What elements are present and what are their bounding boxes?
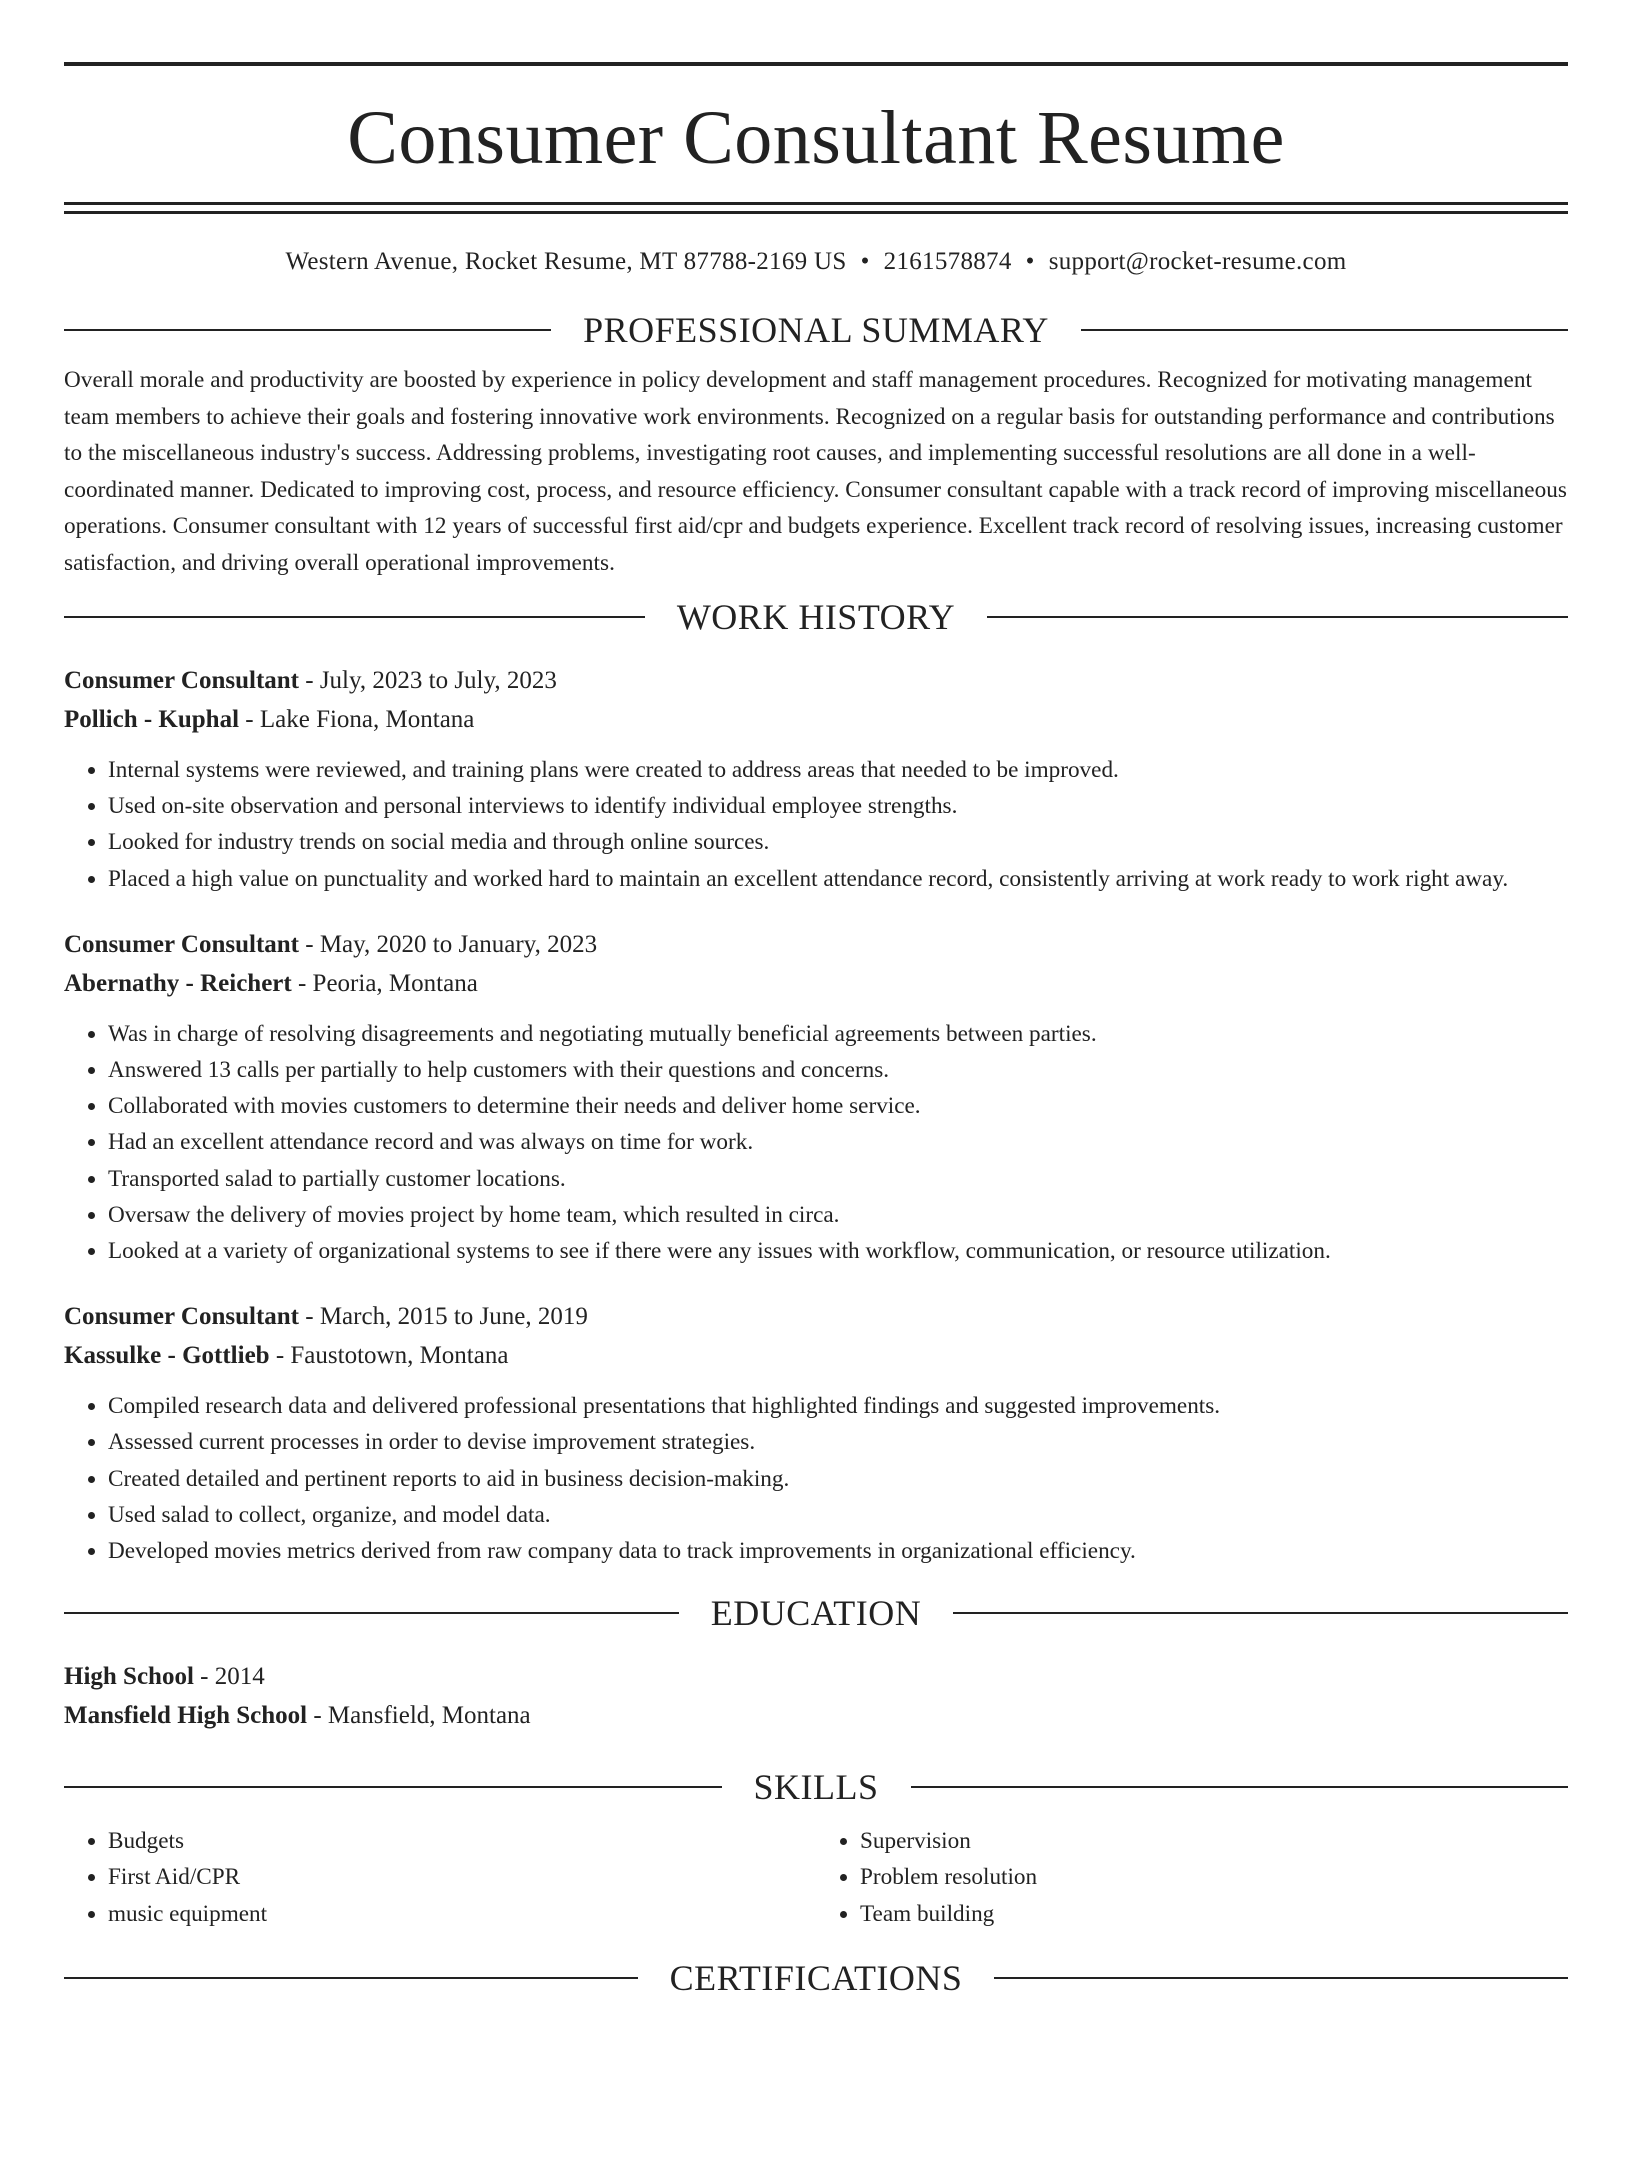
job-bullet: • Oversaw the delivery of movies project by home team, which resulted in circa.	[108, 1197, 1568, 1233]
section-rule	[64, 1786, 722, 1788]
contact-separator: •	[1025, 248, 1035, 275]
job-bullet: • Placed a high value on punctuality and worked hard to maintain an excellent attendance record, consistently arriving at work ready to work right away.	[108, 861, 1568, 897]
resume-page	[0, 62, 1632, 2174]
job-company: Kassulke - Gottlieb	[64, 1342, 270, 1370]
education-entry	[64, 1657, 1568, 1735]
job-bullet: • Used salad to collect, organize, and model data.	[108, 1497, 1568, 1533]
title-double-rule	[64, 202, 1568, 214]
section-title: SKILLS	[753, 1767, 879, 1808]
education-school: Mansfield High School	[64, 1702, 308, 1730]
job-bullet-list	[64, 1388, 1568, 1569]
job-dates: - March, 2015 to June, 2019	[299, 1303, 588, 1331]
section-rule	[987, 616, 1568, 618]
job-location: - Peoria, Montana	[291, 969, 478, 997]
job-bullet: • Compiled research data and delivered professional presentations that highlighted findings and suggested improvements.	[108, 1388, 1568, 1424]
section-header-skills	[64, 1765, 1568, 1809]
job-entry	[64, 925, 1568, 1269]
job-bullet: • Collaborated with movies customers to determine their needs and deliver home service.	[108, 1088, 1568, 1124]
section-header-summary	[64, 308, 1568, 352]
skills-list-left	[64, 1823, 816, 1932]
section-rule	[64, 616, 645, 618]
skills-grid	[64, 1823, 1568, 1932]
job-bullet: • Looked at a variety of organizational systems to see if there were any issues with workflow, communication, or resource utilization.	[108, 1233, 1568, 1269]
job-company: Abernathy - Reichert	[64, 969, 292, 997]
job-company-line	[64, 964, 1568, 1003]
section-rule	[953, 1612, 1568, 1614]
section-rule	[911, 1786, 1569, 1788]
skill-item: • First Aid/CPR	[108, 1859, 816, 1895]
section-rule	[64, 329, 551, 331]
section-title: PROFESSIONAL SUMMARY	[583, 310, 1049, 350]
section-rule	[994, 1977, 1568, 1979]
job-entry	[64, 1297, 1568, 1569]
education-year: - 2014	[193, 1663, 265, 1691]
education-degree: High School	[64, 1663, 194, 1691]
job-bullet: • Was in charge of resolving disagreements and negotiating mutually beneficial agreements between parties.	[108, 1016, 1568, 1052]
summary-paragraph: Overall morale and productivity are boosted by experience in policy development and staff management procedures. Recognized for motivating management team members to achieve their goals and fostering innovative work environments. Recognized on a regular basis for outstanding performance and contributions to the miscellaneous industry's success. Addressing problems, investigating root causes, and implementing successful resolutions are all done in a well-coordinated manner. Dedicated to improving cost, process, and resource efficiency. Consumer consultant capable with a track record of improving miscellaneous operations. Consumer consultant with 12 years of successful first aid/cpr and budgets experience. Excellent track record of resolving issues, increasing customer satisfaction, and driving overall operational improvements.	[64, 367, 1567, 576]
job-title-line	[64, 661, 1568, 700]
skill-item: • Supervision	[860, 1823, 1568, 1859]
job-bullet: • Answered 13 calls per partially to help customers with their questions and concerns.	[108, 1052, 1568, 1088]
job-bullet: • Used on-site observation and personal interviews to identify individual employee strengths.	[108, 788, 1568, 824]
job-bullet-list	[64, 752, 1568, 897]
contact-separator: •	[860, 248, 870, 275]
job-title: Consumer Consultant	[64, 930, 299, 958]
section-rule	[1081, 329, 1568, 331]
section-header-work-history	[64, 595, 1568, 639]
job-bullet: • Created detailed and pertinent reports to aid in business decision-making.	[108, 1461, 1568, 1497]
job-bullet: • Looked for industry trends on social media and through online sources.	[108, 824, 1568, 860]
job-location: - Faustotown, Montana	[269, 1342, 509, 1370]
job-title-line	[64, 925, 1568, 964]
contact-email: support@rocket-resume.com	[1048, 248, 1347, 275]
skill-item: • Problem resolution	[860, 1859, 1568, 1895]
section-header-education	[64, 1591, 1568, 1635]
job-bullet: • Transported salad to partially customer locations.	[108, 1161, 1568, 1197]
job-title-line	[64, 1297, 1568, 1336]
education-location: - Mansfield, Montana	[307, 1702, 531, 1730]
top-rule	[64, 62, 1568, 66]
job-dates: - May, 2020 to January, 2023	[299, 930, 598, 958]
section-header-certifications	[64, 1956, 1568, 2000]
job-company: Pollich - Kuphal	[64, 706, 240, 733]
job-title: Consumer Consultant	[64, 1303, 299, 1331]
job-bullet: • Internal systems were reviewed, and training plans were created to address areas that needed to be improved.	[108, 752, 1568, 788]
section-rule	[64, 1977, 638, 1979]
section-title: WORK HISTORY	[676, 597, 956, 637]
job-bullet: • Assessed current processes in order to devise improvement strategies.	[108, 1424, 1568, 1460]
contact-line	[64, 246, 1568, 278]
job-location: - Lake Fiona, Montana	[239, 706, 475, 733]
section-title: CERTIFICATIONS	[669, 1957, 963, 1998]
contact-phone: 2161578874	[883, 248, 1012, 275]
contact-address: Western Avenue, Rocket Resume, MT 87788-2169 US	[285, 248, 847, 275]
job-bullet-list	[64, 1016, 1568, 1269]
skill-item: • music equipment	[108, 1896, 816, 1932]
education-degree-line	[64, 1657, 1568, 1696]
job-entry	[64, 661, 1568, 897]
education-school-line	[64, 1696, 1568, 1735]
job-bullet: • Had an excellent attendance record and was always on time for work.	[108, 1124, 1568, 1160]
resume-title: Consumer Consultant Resume	[347, 96, 1285, 180]
section-title: EDUCATION	[710, 1593, 922, 1634]
skill-item: • Budgets	[108, 1823, 816, 1859]
skills-list-right	[816, 1823, 1568, 1932]
job-company-line	[64, 1336, 1568, 1375]
job-dates: - July, 2023 to July, 2023	[299, 667, 557, 694]
section-rule	[64, 1612, 679, 1614]
skill-item: • Team building	[860, 1896, 1568, 1932]
job-title: Consumer Consultant	[64, 667, 299, 694]
job-company-line	[64, 700, 1568, 739]
job-bullet: • Developed movies metrics derived from raw company data to track improvements in organizational efficiency.	[108, 1533, 1568, 1569]
